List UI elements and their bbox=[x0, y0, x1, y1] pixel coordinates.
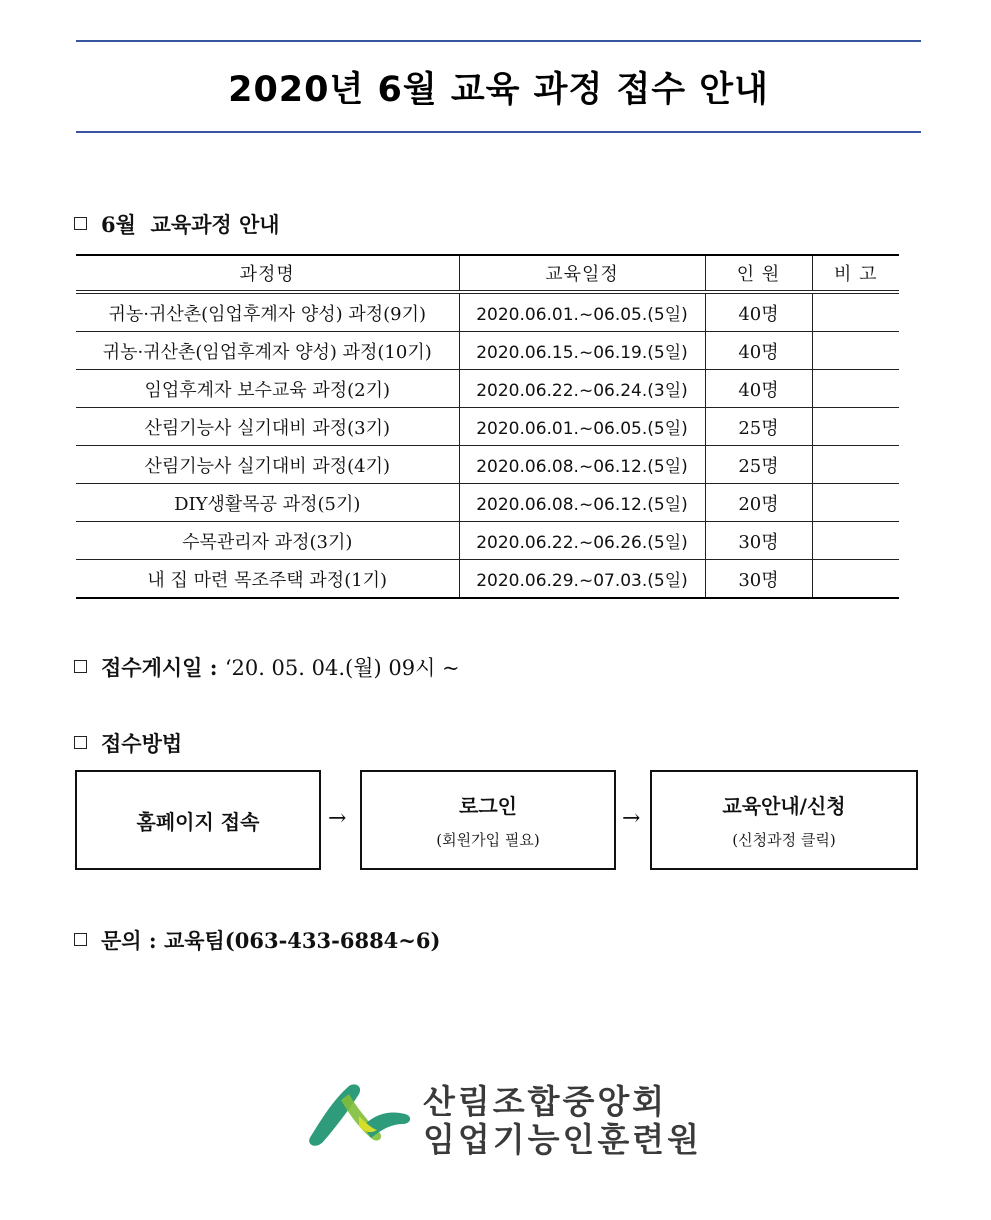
table-row bbox=[76, 446, 899, 484]
course-people: 25명 bbox=[705, 446, 812, 484]
course-note bbox=[812, 292, 899, 332]
course-note bbox=[812, 560, 899, 599]
course-people: 25명 bbox=[705, 408, 812, 446]
square-bullet-icon bbox=[74, 217, 87, 230]
table-row bbox=[76, 370, 899, 408]
section-posting-date: 접수게시일 : ‘20. 05. 04.(월) 09시 ~ bbox=[74, 652, 460, 682]
course-name: 임업후계자 보수교육 과정(2기) bbox=[76, 370, 459, 408]
section-course-info-num: 6월 bbox=[101, 212, 136, 237]
title-bottom-rule bbox=[76, 131, 921, 133]
page-title: 2020년 6월 교육 과정 접수 안내 bbox=[228, 70, 769, 110]
course-schedule: 2020.06.22.~06.24.(3일) bbox=[459, 370, 705, 408]
posting-date-label: 접수게시일 bbox=[101, 655, 203, 680]
course-note bbox=[812, 484, 899, 522]
square-bullet-icon bbox=[74, 933, 87, 946]
course-name: 산림기능사 실기대비 과정(4기) bbox=[76, 446, 459, 484]
section-application-method bbox=[74, 728, 182, 758]
arrow-right-icon: → bbox=[622, 806, 641, 831]
course-schedule: 2020.06.08.~06.12.(5일) bbox=[459, 446, 705, 484]
table-row bbox=[76, 408, 899, 446]
header-course-name: 과정명 bbox=[76, 255, 459, 292]
contact-label: 문의 bbox=[101, 928, 142, 953]
organization-logo bbox=[305, 1080, 705, 1159]
table-header-row bbox=[76, 255, 899, 292]
table-row bbox=[76, 522, 899, 560]
flow-step-homepage bbox=[75, 770, 321, 870]
header-people: 인 원 bbox=[705, 255, 812, 292]
course-people: 30명 bbox=[705, 560, 812, 599]
flow-step-homepage-label: 홈페이지 접속 bbox=[136, 809, 260, 834]
flow-step-apply-label: 교육안내/신청 bbox=[722, 794, 846, 818]
table-row bbox=[76, 292, 899, 332]
flow-step-login-note: (회원가입 필요) bbox=[436, 831, 540, 849]
title-top-rule bbox=[76, 40, 921, 42]
section-course-info-label: 교육과정 안내 bbox=[150, 212, 280, 237]
header-note: 비 고 bbox=[812, 255, 899, 292]
course-people: 40명 bbox=[705, 292, 812, 332]
flow-step-apply bbox=[650, 770, 918, 870]
application-method-label: 접수방법 bbox=[101, 731, 183, 756]
square-bullet-icon bbox=[74, 660, 87, 673]
logo-line1: 산림조합중앙회 bbox=[423, 1082, 668, 1121]
course-note bbox=[812, 408, 899, 446]
course-name: DIY생활목공 과정(5기) bbox=[76, 484, 459, 522]
course-note bbox=[812, 370, 899, 408]
course-name: 산림기능사 실기대비 과정(3기) bbox=[76, 408, 459, 446]
course-name: 수목관리자 과정(3기) bbox=[76, 522, 459, 560]
course-schedule: 2020.06.01.~06.05.(5일) bbox=[459, 292, 705, 332]
course-name: 귀농·귀산촌(임업후계자 양성) 과정(10기) bbox=[76, 332, 459, 370]
posting-date-value: ‘20. 05. 04.(월) 09시 ~ bbox=[224, 656, 460, 680]
table-row bbox=[76, 484, 899, 522]
course-name: 내 집 마련 목조주택 과정(1기) bbox=[76, 560, 459, 599]
course-schedule: 2020.06.15.~06.19.(5일) bbox=[459, 332, 705, 370]
course-people: 20명 bbox=[705, 484, 812, 522]
flow-step-login bbox=[360, 770, 616, 870]
logo-line2: 임업기능인훈련원 bbox=[423, 1120, 703, 1159]
course-name: 귀농·귀산촌(임업후계자 양성) 과정(9기) bbox=[76, 292, 459, 332]
course-table bbox=[76, 254, 899, 599]
section-course-info bbox=[74, 209, 280, 239]
arrow-right-icon: → bbox=[328, 806, 347, 831]
table-row bbox=[76, 332, 899, 370]
section-contact: 문의 : 교육팀(063-433-6884~6) bbox=[74, 925, 440, 955]
course-note bbox=[812, 446, 899, 484]
header-schedule: 교육일정 bbox=[459, 255, 705, 292]
course-people: 40명 bbox=[705, 370, 812, 408]
course-note bbox=[812, 332, 899, 370]
course-people: 40명 bbox=[705, 332, 812, 370]
course-schedule: 2020.06.22.~06.26.(5일) bbox=[459, 522, 705, 560]
course-schedule: 2020.06.01.~06.05.(5일) bbox=[459, 408, 705, 446]
flow-step-login-label: 로그인 bbox=[459, 794, 517, 818]
course-people: 30명 bbox=[705, 522, 812, 560]
course-schedule: 2020.06.29.~07.03.(5일) bbox=[459, 560, 705, 599]
square-bullet-icon bbox=[74, 736, 87, 749]
contact-value: 교육팀(063-433-6884~6) bbox=[163, 928, 441, 953]
course-schedule: 2020.06.08.~06.12.(5일) bbox=[459, 484, 705, 522]
flow-step-apply-note: (신청과정 클릭) bbox=[732, 831, 836, 849]
table-row bbox=[76, 560, 899, 599]
course-note bbox=[812, 522, 899, 560]
forest-logo-icon bbox=[305, 1080, 417, 1150]
